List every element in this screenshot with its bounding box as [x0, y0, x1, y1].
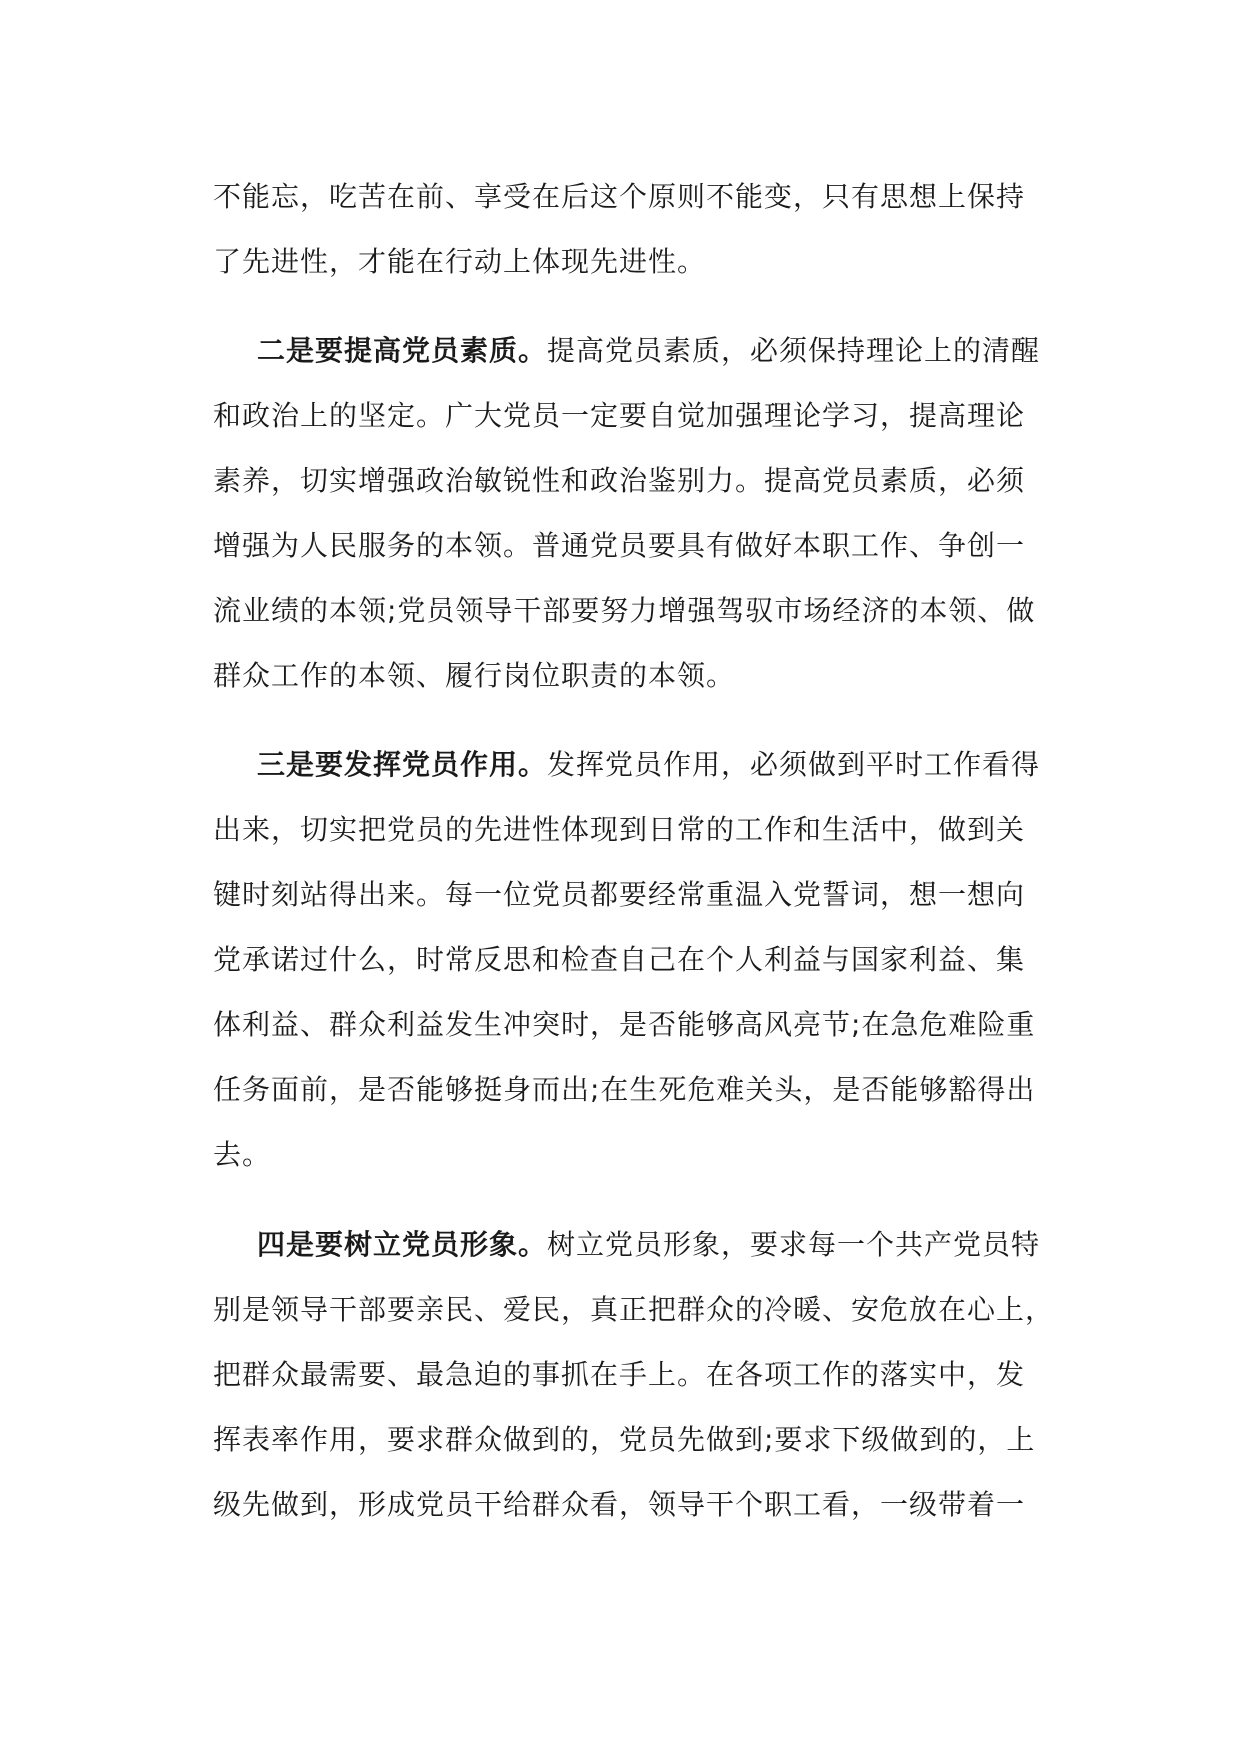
- paragraph-line: 别是领导干部要亲民、爱民，真正把群众的冷暖、安危放在心上，: [213, 1293, 1055, 1326]
- paragraph-first-line-text: 提高党员素质，必须保持理论上的清醒: [547, 334, 1041, 367]
- paragraph-line: 级先做到，形成党员干给群众看，领导干个职工看，一级带着一: [213, 1488, 1026, 1521]
- paragraph-line: 增强为人民服务的本领。普通党员要具有做好本职工作、争创一: [213, 529, 1026, 562]
- paragraph-first-line-text: 发挥党员作用，必须做到平时工作看得: [547, 748, 1041, 781]
- paragraph-lead-heading: 二是要提高党员素质。: [257, 334, 548, 367]
- paragraph-line: 不能忘，吃苦在前、享受在后这个原则不能变，只有思想上保持: [213, 180, 1026, 213]
- paragraph-line: 党承诺过什么，时常反思和检查自己在个人利益与国家利益、集: [213, 943, 1026, 976]
- paragraph-line: 了先进性，才能在行动上体现先进性。: [213, 245, 707, 278]
- paragraph-3: [213, 732, 1041, 1187]
- paragraph-4: [213, 1212, 1055, 1537]
- paragraph-first-line-text: 树立党员形象，要求每一个共产党员特: [547, 1228, 1041, 1261]
- paragraph-first-line: [213, 1212, 1041, 1277]
- paragraph-line: 键时刻站得出来。每一位党员都要经常重温入党誓词，想一想向: [213, 878, 1026, 911]
- paragraph-line: 体利益、群众利益发生冲突时，是否能够高风亮节;在急危难险重: [213, 1008, 1036, 1041]
- paragraph-2: [213, 318, 1041, 708]
- paragraph-first-line: [213, 318, 1041, 383]
- paragraph-line: 去。: [213, 1138, 272, 1171]
- paragraph-line: 出来，切实把党员的先进性体现到日常的工作和生活中，做到关: [213, 813, 1026, 846]
- paragraph-lead-heading: 三是要发挥党员作用。: [257, 748, 548, 781]
- paragraph-lead-heading: 四是要树立党员形象。: [257, 1228, 548, 1261]
- paragraph-line: 挥表率作用，要求群众做到的，党员先做到;要求下级做到的，上: [213, 1423, 1036, 1456]
- paragraph-line: 素养，切实增强政治敏锐性和政治鉴别力。提高党员素质，必须: [213, 464, 1026, 497]
- paragraph-line: 任务面前，是否能够挺身而出;在生死危难关头，是否能够豁得出: [213, 1073, 1036, 1106]
- paragraph-line: 和政治上的坚定。广大党员一定要自觉加强理论学习，提高理论: [213, 399, 1026, 432]
- paragraph-1: [213, 164, 1033, 294]
- paragraph-first-line: [213, 732, 1041, 797]
- paragraph-line: 群众工作的本领、履行岗位职责的本领。: [213, 659, 736, 692]
- paragraph-line: 把群众最需要、最急迫的事抓在手上。在各项工作的落实中，发: [213, 1358, 1026, 1391]
- paragraph-line: 流业绩的本领;党员领导干部要努力增强驾驭市场经济的本领、做: [213, 594, 1036, 627]
